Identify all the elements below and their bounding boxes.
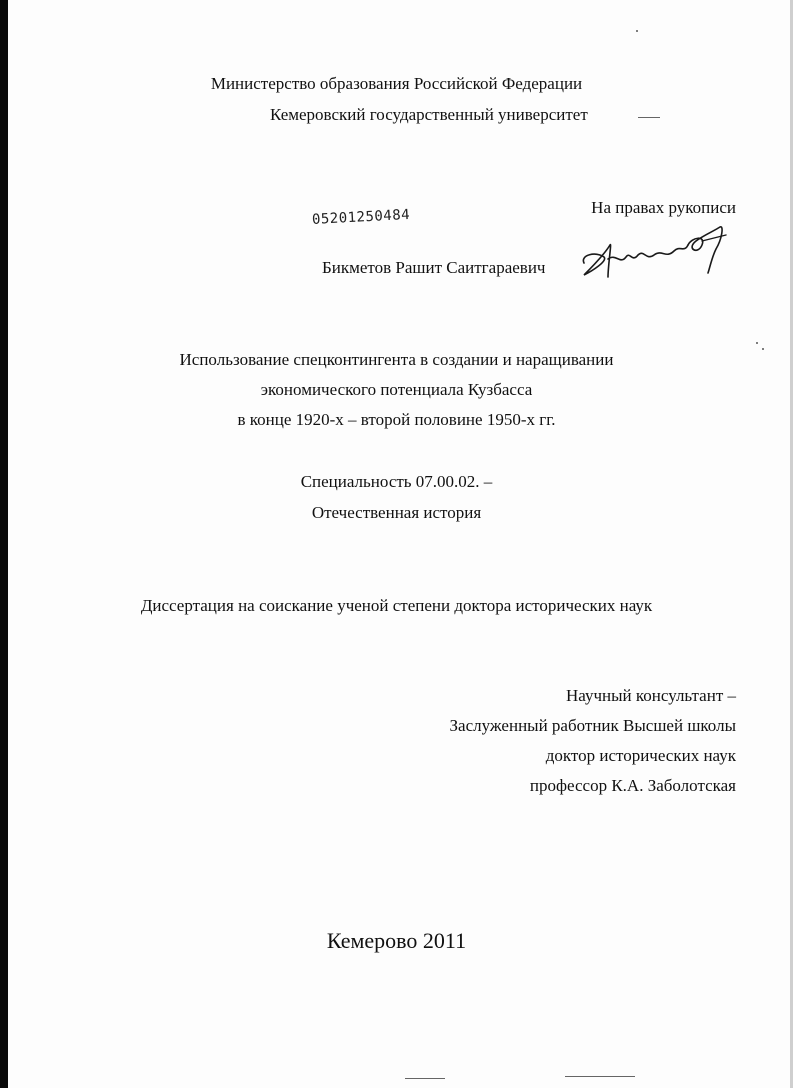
dissertation-title-line-3: в конце 1920-х – второй половине 1950-х гг. (237, 410, 556, 429)
consultant-honor: Заслуженный работник Высшей школы (449, 716, 736, 735)
university-heading: Кемеровский государственный университет (270, 105, 588, 124)
specialty-code: Специальность 07.00.02. – (300, 472, 493, 491)
scan-dash-mark (638, 117, 660, 118)
consultant-name: профессор К.А. Заболотская (529, 776, 736, 795)
scan-speck (636, 30, 638, 32)
scan-left-edge (0, 0, 8, 1088)
ministry-heading: Министерство образования Российской Федерации (210, 74, 583, 93)
scan-bottom-mark (405, 1078, 445, 1079)
specialty-name: Отечественная история (311, 503, 482, 522)
author-name: Бикметов Рашит Саитгараевич (322, 258, 546, 277)
dissertation-title-line-2: экономического потенциала Кузбасса (260, 380, 533, 399)
scan-speck (762, 348, 764, 350)
dissertation-title-line-1: Использование спецконтингента в создании и наращивании (179, 350, 614, 369)
consultant-degree: доктор исторических наук (545, 746, 736, 765)
consultant-role: Научный консультант – (566, 686, 736, 705)
city-year: Кемерово 2011 (326, 928, 467, 953)
handwritten-signature-icon (574, 215, 734, 290)
scan-bottom-mark (565, 1076, 635, 1077)
stamp-registration-number: 05201250484 (311, 206, 411, 228)
dissertation-type: Диссертация на соискание ученой степени доктора исторических наук (140, 596, 653, 615)
scan-speck (756, 342, 758, 344)
manuscript-rights-label: На правах рукописи (591, 198, 736, 217)
